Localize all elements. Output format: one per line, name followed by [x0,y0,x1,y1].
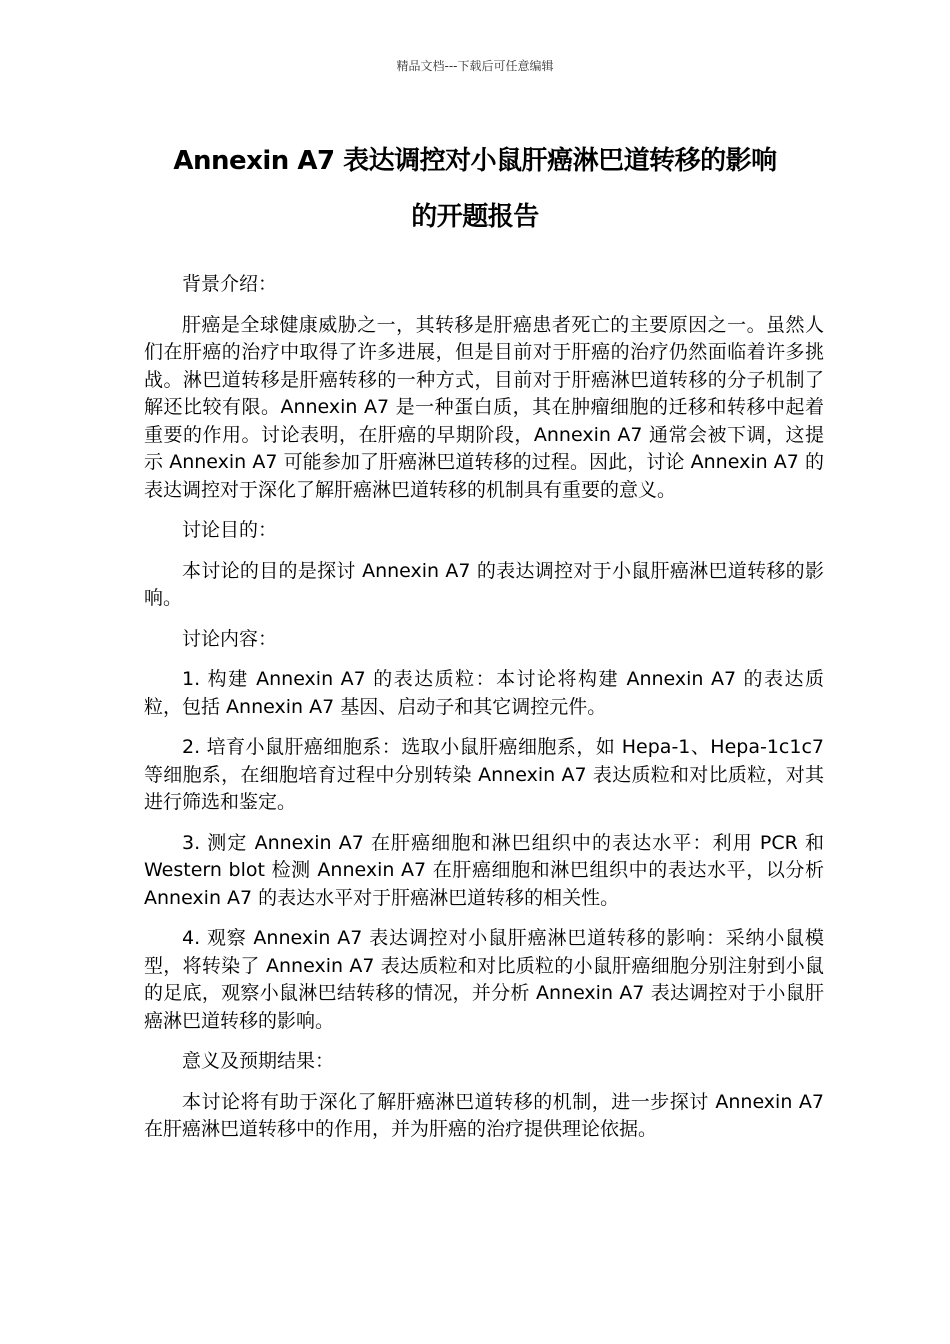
document-title-line-1: Annexin A7 表达调控对小鼠肝癌淋巴道转移的影响 [173,146,777,176]
content-item-2: 2. 培育小鼠肝癌细胞系：选取小鼠肝癌细胞系，如 Hepa-1、Hepa-1c1c7 等细胞系，在细胞培育过程中分别转染 Annexin A7 表达质粒和对比质粒，对其进行筛选和鉴定。 [144,736,824,813]
page-header-note: 精品文档---下载后可任意编辑 [396,59,554,73]
content-heading: 讨论内容： [182,627,278,650]
background-paragraph: 肝癌是全球健康威胁之一，其转移是肝癌患者死亡的主要原因之一。虽然人们在肝癌的治疗中取得了许多进展，但是目前对于肝癌的治疗仍然面临着许多挑战。淋巴道转移是肝癌转移的一种方式，目前对于肝癌淋巴道转移的分子机制了解还比较有限。Annexin A7 是一种蛋白质，其在肿瘤细胞的迁移和转移中起着重要的作用。讨论表明，在肝癌的早期阶段，Annexin A7 通常会被下调，这提示 Annexin A7 可能参加了肝癌淋巴道转移的过程。因此，讨论 Annexin A7 的表达调控对于深化了解肝癌淋巴道转移的机制具有重要的意义。 [144,313,824,501]
purpose-heading: 讨论目的： [182,519,278,541]
content-item-1: 1. 构建 Annexin A7 的表达质粒：本讨论将构建 Annexin A7 的表达质粒，包括 Annexin A7 基因、启动子和其它调控元件。 [144,668,824,718]
significance-heading: 意义及预期结果： [182,1050,335,1072]
background-heading: 背景介绍： [182,273,278,295]
content-item-3: 3. 测定 Annexin A7 在肝癌细胞和淋巴组织中的表达水平：利用 PCR 和 Western blot 检测 Annexin A7 在肝癌细胞和淋巴组织中的表达水平，以分析 Annexin A7 的表达水平对于肝癌淋巴道转移的相关性。 [144,831,824,909]
significance-paragraph: 本讨论将有助于深化了解肝癌淋巴道转移的机制，进一步探讨 Annexin A7 在肝癌淋巴道转移中的作用，并为肝癌的治疗提供理论依据。 [144,1090,824,1140]
purpose-paragraph: 本讨论的目的是探讨 Annexin A7 的表达调控对于小鼠肝癌淋巴道转移的影响。 [144,559,824,609]
content-item-4: 4. 观察 Annexin A7 表达调控对小鼠肝癌淋巴道转移的影响：采纳小鼠模型，将转染了 Annexin A7 表达质粒和对比质粒的小鼠肝癌细胞分别注射到小鼠的足底，观察小鼠淋巴结转移的情况，并分析 Annexin A7 表达调控对于小鼠肝癌淋巴道转移的影响。 [144,927,824,1032]
document-body [144,271,824,1157]
document-title-line-2: 的开题报告 [411,202,539,232]
